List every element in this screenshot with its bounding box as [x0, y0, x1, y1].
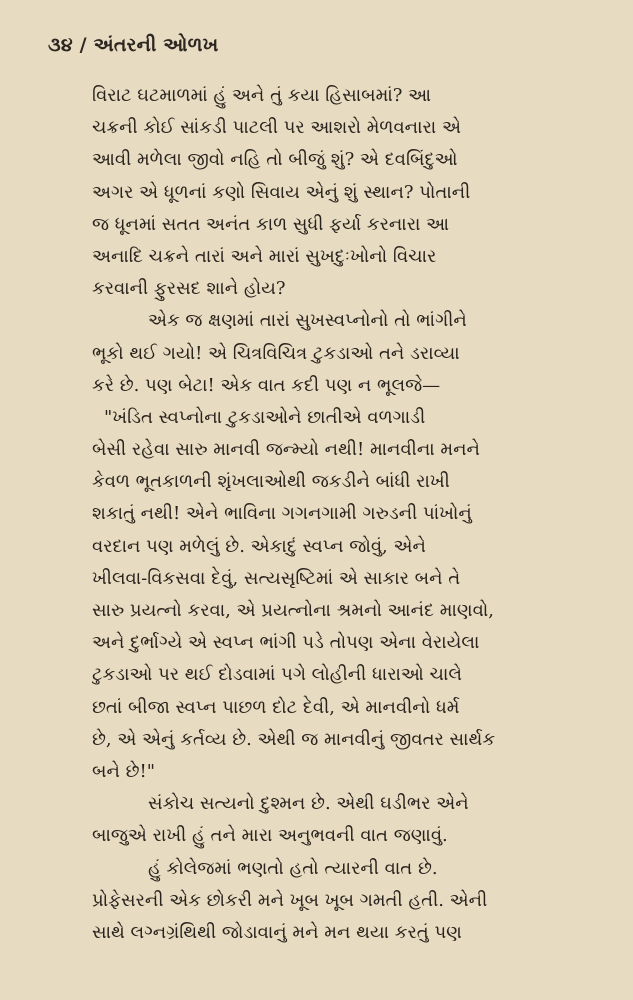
text-line-15: વરદાન પણ મળેલું છે. એકાદું સ્વપ્ન જોવું, એને — [92, 535, 426, 557]
text-line-27: સાથે લગ્નગ્રંથિથી જોડાવાનું મને મન થયા કરતું પણ — [92, 921, 462, 943]
text-line-14: શકાતું નથી! એને ભાવિના ગગનગામી ગરુડની પાંખોનું — [92, 503, 472, 525]
text-line-10: કરે છે. પણ બેટા! એક વાત કદી પણ ન ભૂલજે— — [92, 374, 441, 396]
text-line-5: જ ધૂનમાં સતત અનંત કાળ સુધી ફર્યા કરનારા આ — [92, 213, 450, 235]
text-line-3: આવી મળેલા જીવો નહિ તો બીજું શું? એ દવબિંદુઓ — [92, 149, 458, 171]
text-line-24: બાજુએ રાખી હું તને મારા અનુભવની વાત જણાવું. — [92, 825, 448, 847]
text-line-18: અને દુર્ભાગ્યે એ સ્વપ્ન ભાંગી પડે તોપણ એના વેરાયેલા — [92, 632, 480, 654]
text-line-1: વિરાટ ઘટમાળમાં હું અને તું કયા હિસાબમાં? આ — [92, 85, 431, 106]
text-line-13: કેવળ ભૂતકાળની શૃંખલાઓથી જકડીને બાંધી રાખી — [92, 471, 450, 493]
text-line-26: પ્રોફેસરની એક છોકરી મને ખૂબ ખૂબ ગમતી હતી. એની — [92, 889, 488, 911]
text-line-22: બને છે!" — [92, 760, 156, 782]
text-line-11: "ખંડિત સ્વપ્નોના ટુકડાઓને છાતીએ વળગાડી — [104, 406, 426, 428]
text-line-19: ટુકડાઓ પર થઈ દોડવામાં પગે લોહીની ધારાઓ ચાલે — [92, 664, 462, 686]
text-line-23: સંકોચ સત્યનો દુશ્મન છે. એથી ઘડીભર એને — [148, 793, 469, 815]
text-line-12: બેસી રહેવા સારુ માનવી જન્મ્યો નથી! માનવીના મનને — [92, 439, 480, 461]
text-line-8: એક જ ક્ષણમાં તારાં સુખસ્વપ્નોનો તો ભાંગીને — [148, 310, 467, 332]
text-line-4: અગર એ ધૂળનાં કણો સિવાય એનું શું સ્થાન? પોતાની — [92, 181, 471, 203]
text-line-2: ચક્રની કોઈ સાંકડી પાટલી પર આશરો મેળવનારા એ — [92, 117, 461, 139]
page-header: ૩૪ / અંતરની ઓળખ — [48, 34, 219, 56]
text-line-20: છતાં બીજા સ્વપ્ન પાછળ દોટ દેવી, એ માનવીનો ધર્મ — [92, 696, 460, 718]
text-line-17: સારુ પ્રયત્નો કરવા, એ પ્રયત્નોના શ્રમનો આનંદ માણવો, — [92, 600, 495, 621]
text-line-16: ખીલવા-વિકસવા દેવું, સત્યસૃષ્ટિમાં એ સાકાર બને તે — [92, 567, 461, 589]
text-line-9: ભૂકો થઈ ગયો! એ ચિત્રવિચિત્ર ટુકડાઓ તને ડરાવ્યા — [92, 342, 460, 364]
body-text — [92, 80, 588, 949]
text-line-7: કરવાની ફુરસદ શાને હોય? — [92, 278, 286, 300]
text-line-21: છે, એ એનું કર્તવ્ય છે. એથી જ માનવીનું જીવતર સાર્થક — [92, 728, 496, 750]
text-line-6: અનાદિ ચક્રને તારાં અને મારાં સુખદુઃખોનો વિચાર — [92, 245, 437, 267]
text-line-25: હું કોલેજમાં ભણતો હતો ત્યારની વાત છે. — [148, 857, 438, 879]
